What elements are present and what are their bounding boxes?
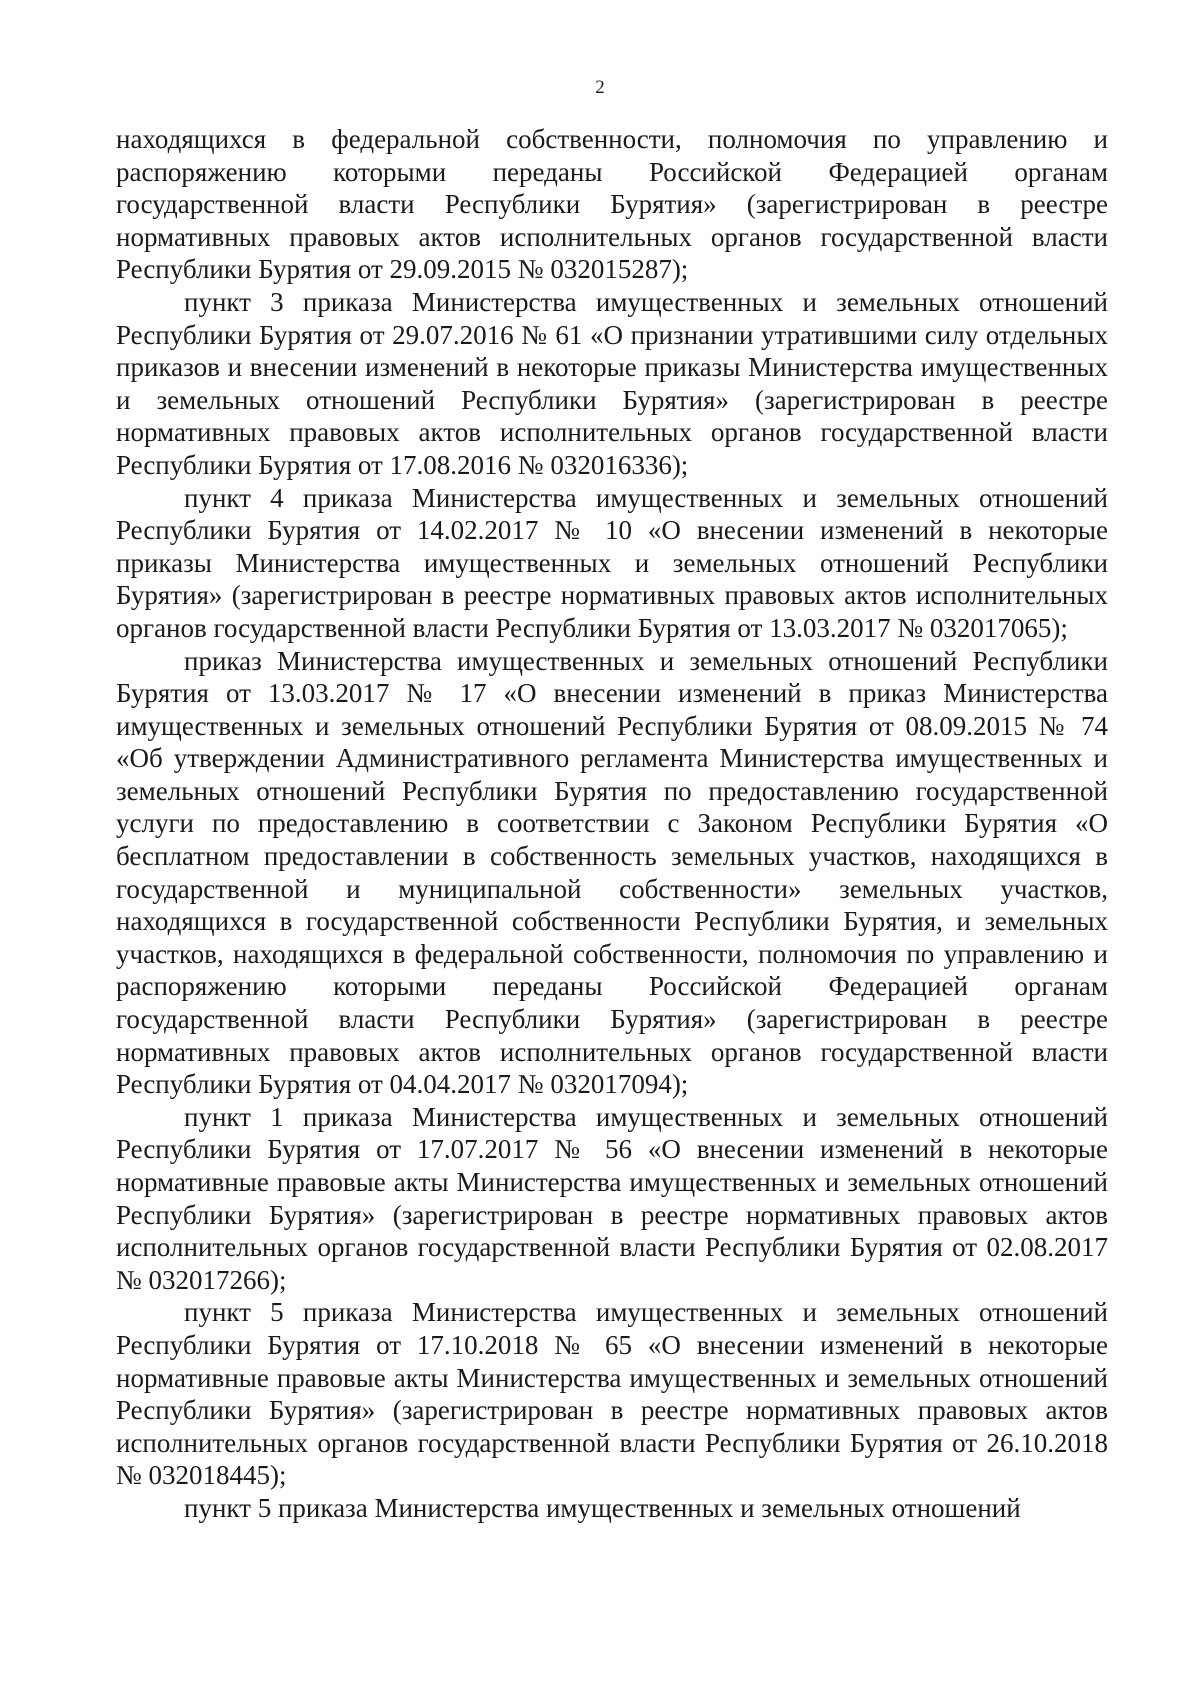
document-body [116, 123, 1108, 1525]
paragraph-2: пункт 3 приказа Министерства имущественных и земельных отношений Республики Бурятия от 29.07.2016 № 61 «О признании утратившими силу отдельных приказов и внесении изменений в некоторые приказы Министерства имущественных и земельных отношений Республики Бурятия» (зарегистрирован в реестре нормативных правовых актов исполнительных органов государственной власти Республики Бурятия от 17.08.2016 № 032016336); [116, 286, 1108, 480]
paragraph-3: пункт 4 приказа Министерства имущественных и земельных отношений Республики Бурятия от 14.02.2017 № 10 «О внесении изменений в некоторые приказы Министерства имущественных и земельных отношений Республики Бурятия» (зарегистрирован в реестре нормативных правовых актов исполнительных органов государственной власти Республики Бурятия от 13.03.2017 № 032017065); [116, 482, 1108, 643]
paragraph-1: находящихся в федеральной собственности, полномочия по управлению и распоряжению которыми переданы Российской Федерацией органам государственной власти Республики Бурятия» (зарегистрирован в реестре нормативных правовых актов исполнительных органов государственной власти Республики Бурятия от 29.09.2015 № 032015287); [116, 124, 1108, 285]
paragraph-4: приказ Министерства имущественных и земельных отношений Республики Бурятия от 13.03.2017 № 17 «О внесении изменений в приказ Министерства имущественных и земельных отношений Республики Бурятия от 08.09.2015 № 74 «Об утверждении Административного регламента Министерства имущественных и земельных отношений Республики Бурятия по предоставлению государственной услуги по предоставлению в соответствии с Законом Республики Бурятия «О бесплатном предоставлении в собственность земельных участков, находящихся в государственной и муниципальной собственности» земельных участков, находящихся в государственной собственности Республики Бурятия, и земельных участков, находящихся в федеральной собственности, полномочия по управлению и распоряжению которыми переданы Российской Федерацией органам государственной власти Республики Бурятия» (зарегистрирован в реестре нормативных правовых актов исполнительных органов государственной власти Республики Бурятия от 04.04.2017 № 032017094); [116, 645, 1108, 1100]
page-number: 2 [595, 77, 605, 98]
paragraph-5: пункт 1 приказа Министерства имущественных и земельных отношений Республики Бурятия от 17.07.2017 № 56 «О внесении изменений в некоторые нормативные правовые акты Министерства имущественных и земельных отношений Республики Бурятия» (зарегистрирован в реестре нормативных правовых актов исполнительных органов государственной власти Республики Бурятия от 02.08.2017 № 032017266); [116, 1101, 1108, 1295]
paragraph-6: пункт 5 приказа Министерства имущественных и земельных отношений Республики Бурятия от 17.10.2018 № 65 «О внесении изменений в некоторые нормативные правовые акты Министерства имущественных и земельных отношений Республики Бурятия» (зарегистрирован в реестре нормативных правовых актов исполнительных органов государственной власти Республики Бурятия от 26.10.2018 № 032018445); [116, 1297, 1108, 1491]
paragraph-7: пункт 5 приказа Министерства имущественных и земельных отношений [184, 1492, 1021, 1523]
